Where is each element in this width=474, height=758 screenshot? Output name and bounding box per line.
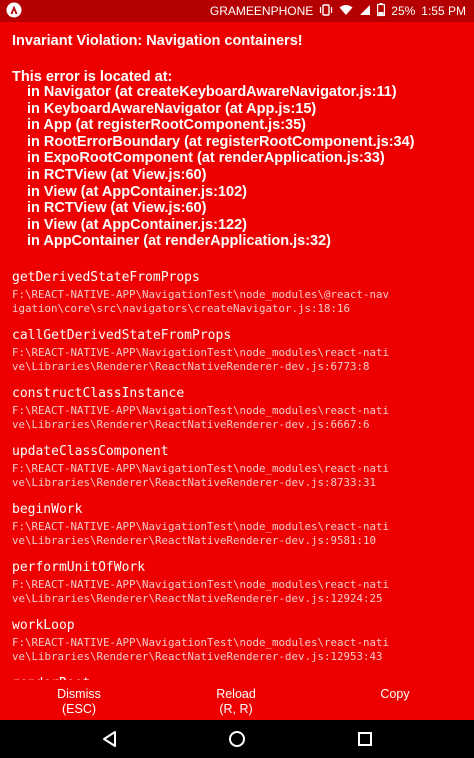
dismiss-label: Dismiss — [57, 687, 101, 701]
stack-frame-function: constructClassInstance — [12, 386, 185, 401]
stack-frame[interactable] — [12, 386, 467, 444]
status-bar — [0, 0, 474, 22]
stack-frame-function: beginWork — [12, 502, 83, 517]
app-notification-icon — [6, 2, 22, 18]
component-stack-line: in ExpoRootComponent (at renderApplication.js:33) — [27, 150, 385, 167]
reload-button[interactable] — [201, 687, 271, 717]
signal-icon — [359, 4, 371, 19]
component-stack-line: in KeyboardAwareNavigator (at App.js:15) — [27, 100, 317, 117]
copy-label: Copy — [380, 687, 410, 701]
recents-icon[interactable] — [355, 729, 375, 749]
error-action-bar — [0, 680, 474, 720]
component-stack-line: in RCTView (at View.js:60) — [27, 200, 207, 217]
stack-frame-path: F:\REACT-NATIVE-APP\NavigationTest\node_modules\react-native\Libraries\Renderer\ReactNativeRenderer-dev.js:8733:31 — [12, 462, 390, 489]
status-bar-right — [210, 0, 466, 22]
stack-frame-path: F:\REACT-NATIVE-APP\NavigationTest\node_modules\react-native\Libraries\Renderer\ReactNativeRenderer-dev.js:12924:25 — [12, 578, 390, 605]
error-title: Invariant Violation: Navigation containers! — [12, 33, 303, 49]
component-stack — [27, 84, 467, 250]
wifi-icon — [339, 4, 353, 19]
stack-frame-function: workLoop — [12, 618, 75, 633]
component-stack-line: in AppContainer (at renderApplication.js:32) — [27, 233, 331, 250]
component-stack-line: in RootErrorBoundary (at registerRootComponent.js:34) — [27, 133, 415, 150]
stack-frame-function: callGetDerivedStateFromProps — [12, 328, 232, 343]
battery-percent: 25% — [391, 4, 416, 18]
vibrate-icon — [319, 4, 333, 19]
clock: 1:55 PM — [421, 4, 466, 18]
component-stack-line: in RCTView (at View.js:60) — [27, 166, 207, 183]
stack-frame-function: performUnitOfWork — [12, 560, 146, 575]
stack-frame[interactable] — [12, 502, 467, 560]
component-stack-line: in View (at AppContainer.js:102) — [27, 183, 247, 200]
carrier-name: GRAMEENPHONE — [209, 4, 314, 18]
stack-frame[interactable] — [12, 444, 467, 502]
stack-frame[interactable] — [12, 270, 467, 328]
copy-button[interactable] — [370, 687, 420, 702]
error-screen[interactable] — [0, 22, 474, 680]
stack-frame-path: F:\REACT-NATIVE-APP\NavigationTest\node_modules\react-native\Libraries\Renderer\ReactNativeRenderer-dev.js:9581:10 — [12, 520, 390, 547]
stack-frame-path: F:\REACT-NATIVE-APP\NavigationTest\node_modules\react-native\Libraries\Renderer\ReactNativeRenderer-dev.js:6667:6 — [12, 404, 390, 431]
stack-frame[interactable] — [12, 618, 467, 676]
back-icon[interactable] — [100, 729, 120, 749]
dismiss-button[interactable] — [44, 687, 114, 717]
stack-trace — [12, 270, 467, 734]
stack-frame-path: F:\REACT-NATIVE-APP\NavigationTest\node_modules\react-native\Libraries\Renderer\ReactNativeRenderer-dev.js:12953:43 — [12, 636, 390, 663]
stack-frame-function: updateClassComponent — [12, 444, 169, 459]
system-nav-bar — [0, 720, 474, 758]
stack-frame[interactable] — [12, 560, 467, 618]
component-stack-line: in App (at registerRootComponent.js:35) — [27, 117, 306, 134]
stack-frame-path: F:\REACT-NATIVE-APP\NavigationTest\node_modules\@react-navigation\core\src\navigators\createNavigator.js:18:16 — [12, 288, 390, 315]
stack-frame-path: F:\REACT-NATIVE-APP\NavigationTest\node_modules\react-native\Libraries\Renderer\ReactNativeRenderer-dev.js:6773:8 — [12, 346, 390, 373]
reload-label: Reload — [216, 687, 256, 701]
component-stack-line: in View (at AppContainer.js:122) — [27, 216, 247, 233]
battery-icon — [377, 3, 385, 19]
stack-frame[interactable] — [12, 328, 467, 386]
home-icon[interactable] — [227, 729, 247, 749]
dismiss-shortcut: (ESC) — [61, 702, 97, 716]
error-location-heading: This error is located at: — [12, 69, 173, 85]
component-stack-line: in Navigator (at createKeyboardAwareNavigator.js:11) — [27, 84, 397, 100]
reload-shortcut: (R, R) — [219, 702, 253, 716]
stack-frame-function: getDerivedStateFromProps — [12, 270, 200, 285]
